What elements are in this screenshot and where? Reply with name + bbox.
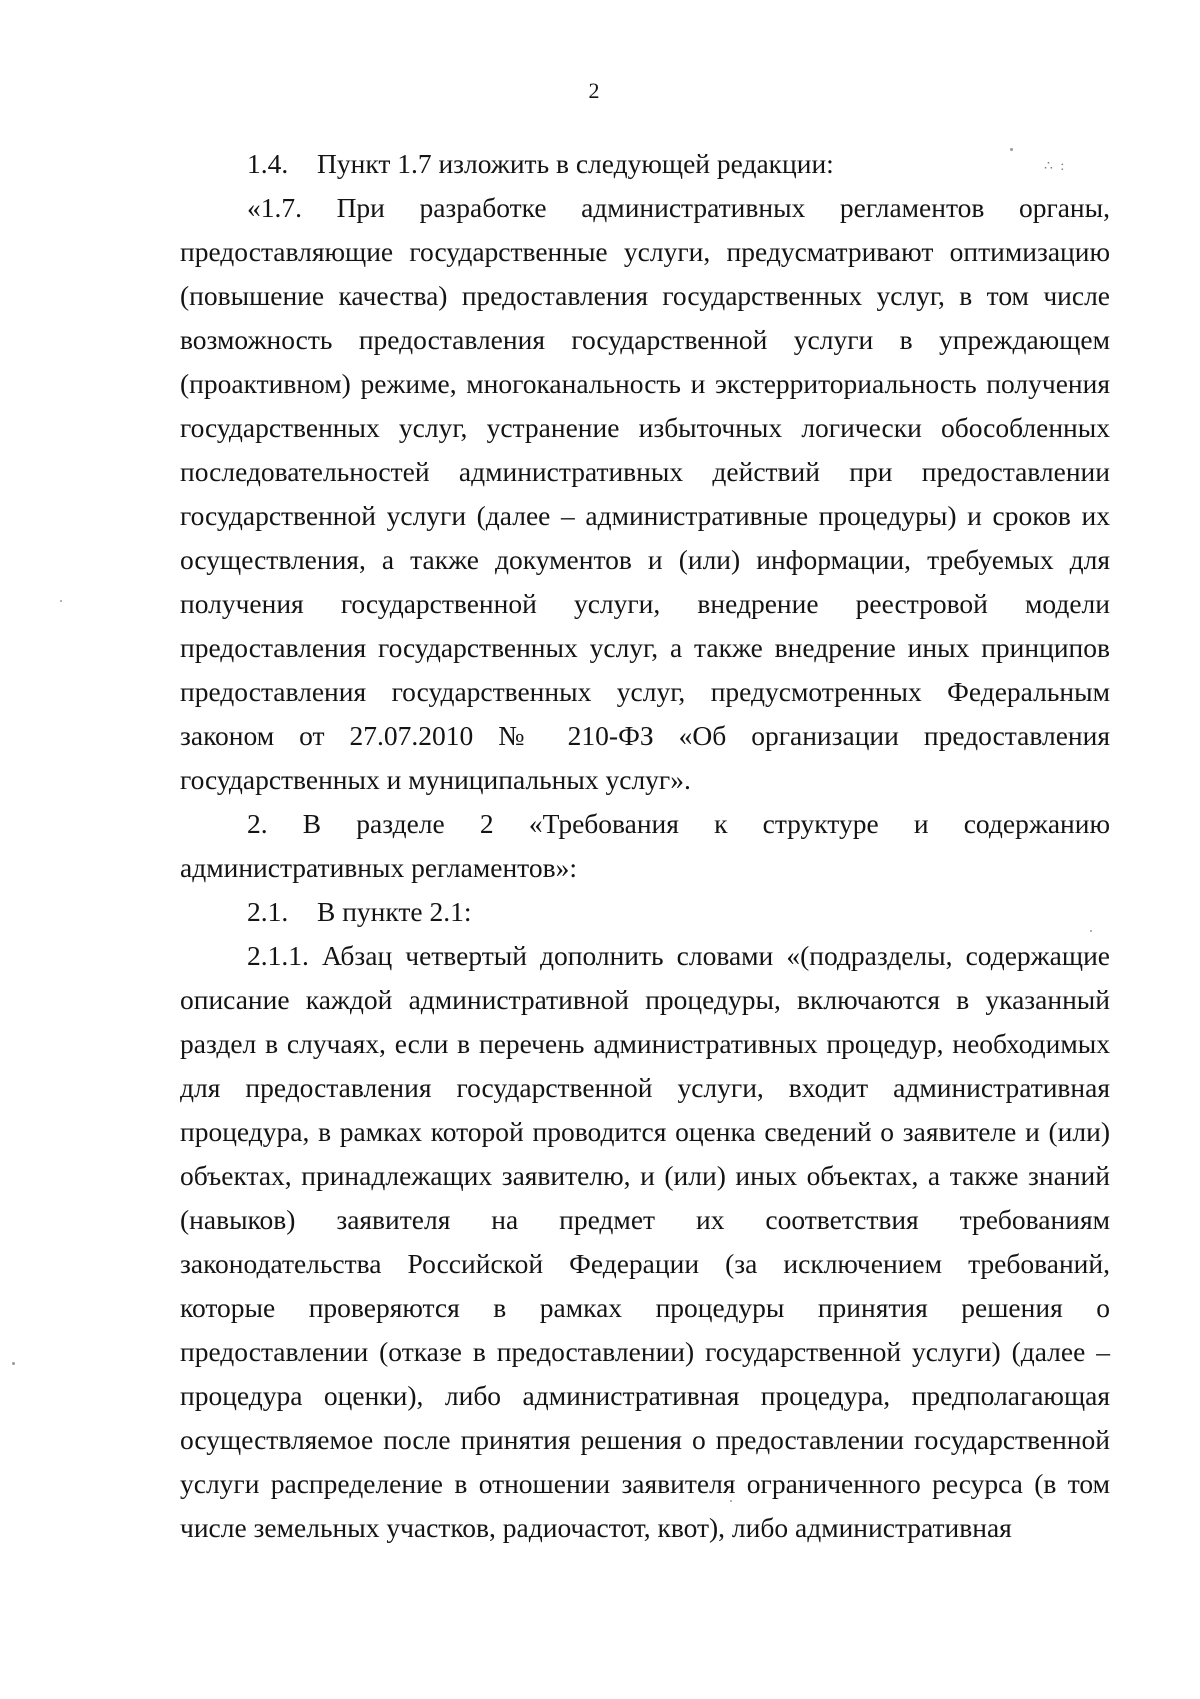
scan-artifact: ∴ :: [1044, 159, 1067, 174]
item-1-4: [180, 142, 1110, 186]
scan-speck: [1090, 930, 1092, 932]
item-2-1-number: 2.1.: [247, 896, 289, 927]
item-2-1-text: В пункте 2.1:: [317, 896, 472, 927]
item-1-4-text: Пункт 1.7 изложить в следующей редакции:: [317, 148, 834, 179]
paragraph-1-7: «1.7. При разработке административных регламентов органы, предоставляющие государственные услуги, предусматривают оптимизацию (повышение качества) предоставления государственных услуг, в том числе возможность предоставления государственной услуги в упреждающем (проактивном) режиме, многоканальность и экстерриториальность получения государственных услуг, устранение избыточных логически обособленных последовательностей административных действий при предоставлении государственной услуги (далее – административные процедуры) и сроков их осуществления, а также документов и (или) информации, требуемых для получения государственной услуги, внедрение реестровой модели предоставления государственных услуг, а также внедрение иных принципов предоставления государственных услуг, предусмотренных Федеральным законом от 27.07.2010 № 210-ФЗ «Об организации предоставления государственных и муниципальных услуг».: [180, 192, 1110, 795]
paragraph-2-1-1: 2.1.1. Абзац четвертый дополнить словами «(подразделы, содержащие описание каждой административной процедуры, включаются в указанный раздел в случаях, если в перечень административных процедур, необходимых для предоставления государственной услуги, входит административная процедура, в рамках которой проводится оценка сведений о заявителе и (или) объектах, принадлежащих заявителю, и (или) иных объектах, а также знаний (навыков) заявителя на предмет их соответствия требованиям законодательства Российской Федерации (за исключением требований, которые проверяются в рамках процедуры принятия решения о предоставлении (отказе в предоставлении) государственной услуги) (далее – процедура оценки), либо административная процедура, предполагающая осуществляемое после принятия решения о предоставлении государственной услуги распределение в отношении заявителя ограниченного ресурса (в том числе земельных участков, радиочастот, квот), либо административная: [180, 940, 1110, 1543]
scan-speck: [730, 1500, 732, 1502]
scan-speck: [1010, 148, 1013, 151]
page-number: 2: [588, 78, 600, 103]
paragraph-2: 2. В разделе 2 «Требования к структуре и содержанию административных регламентов»:: [180, 808, 1110, 883]
document-body: [180, 142, 1110, 1550]
item-2-1: [180, 890, 1110, 934]
scan-speck: [12, 1362, 15, 1365]
item-1-4-number: 1.4.: [247, 148, 289, 179]
scan-speck: [60, 600, 62, 602]
